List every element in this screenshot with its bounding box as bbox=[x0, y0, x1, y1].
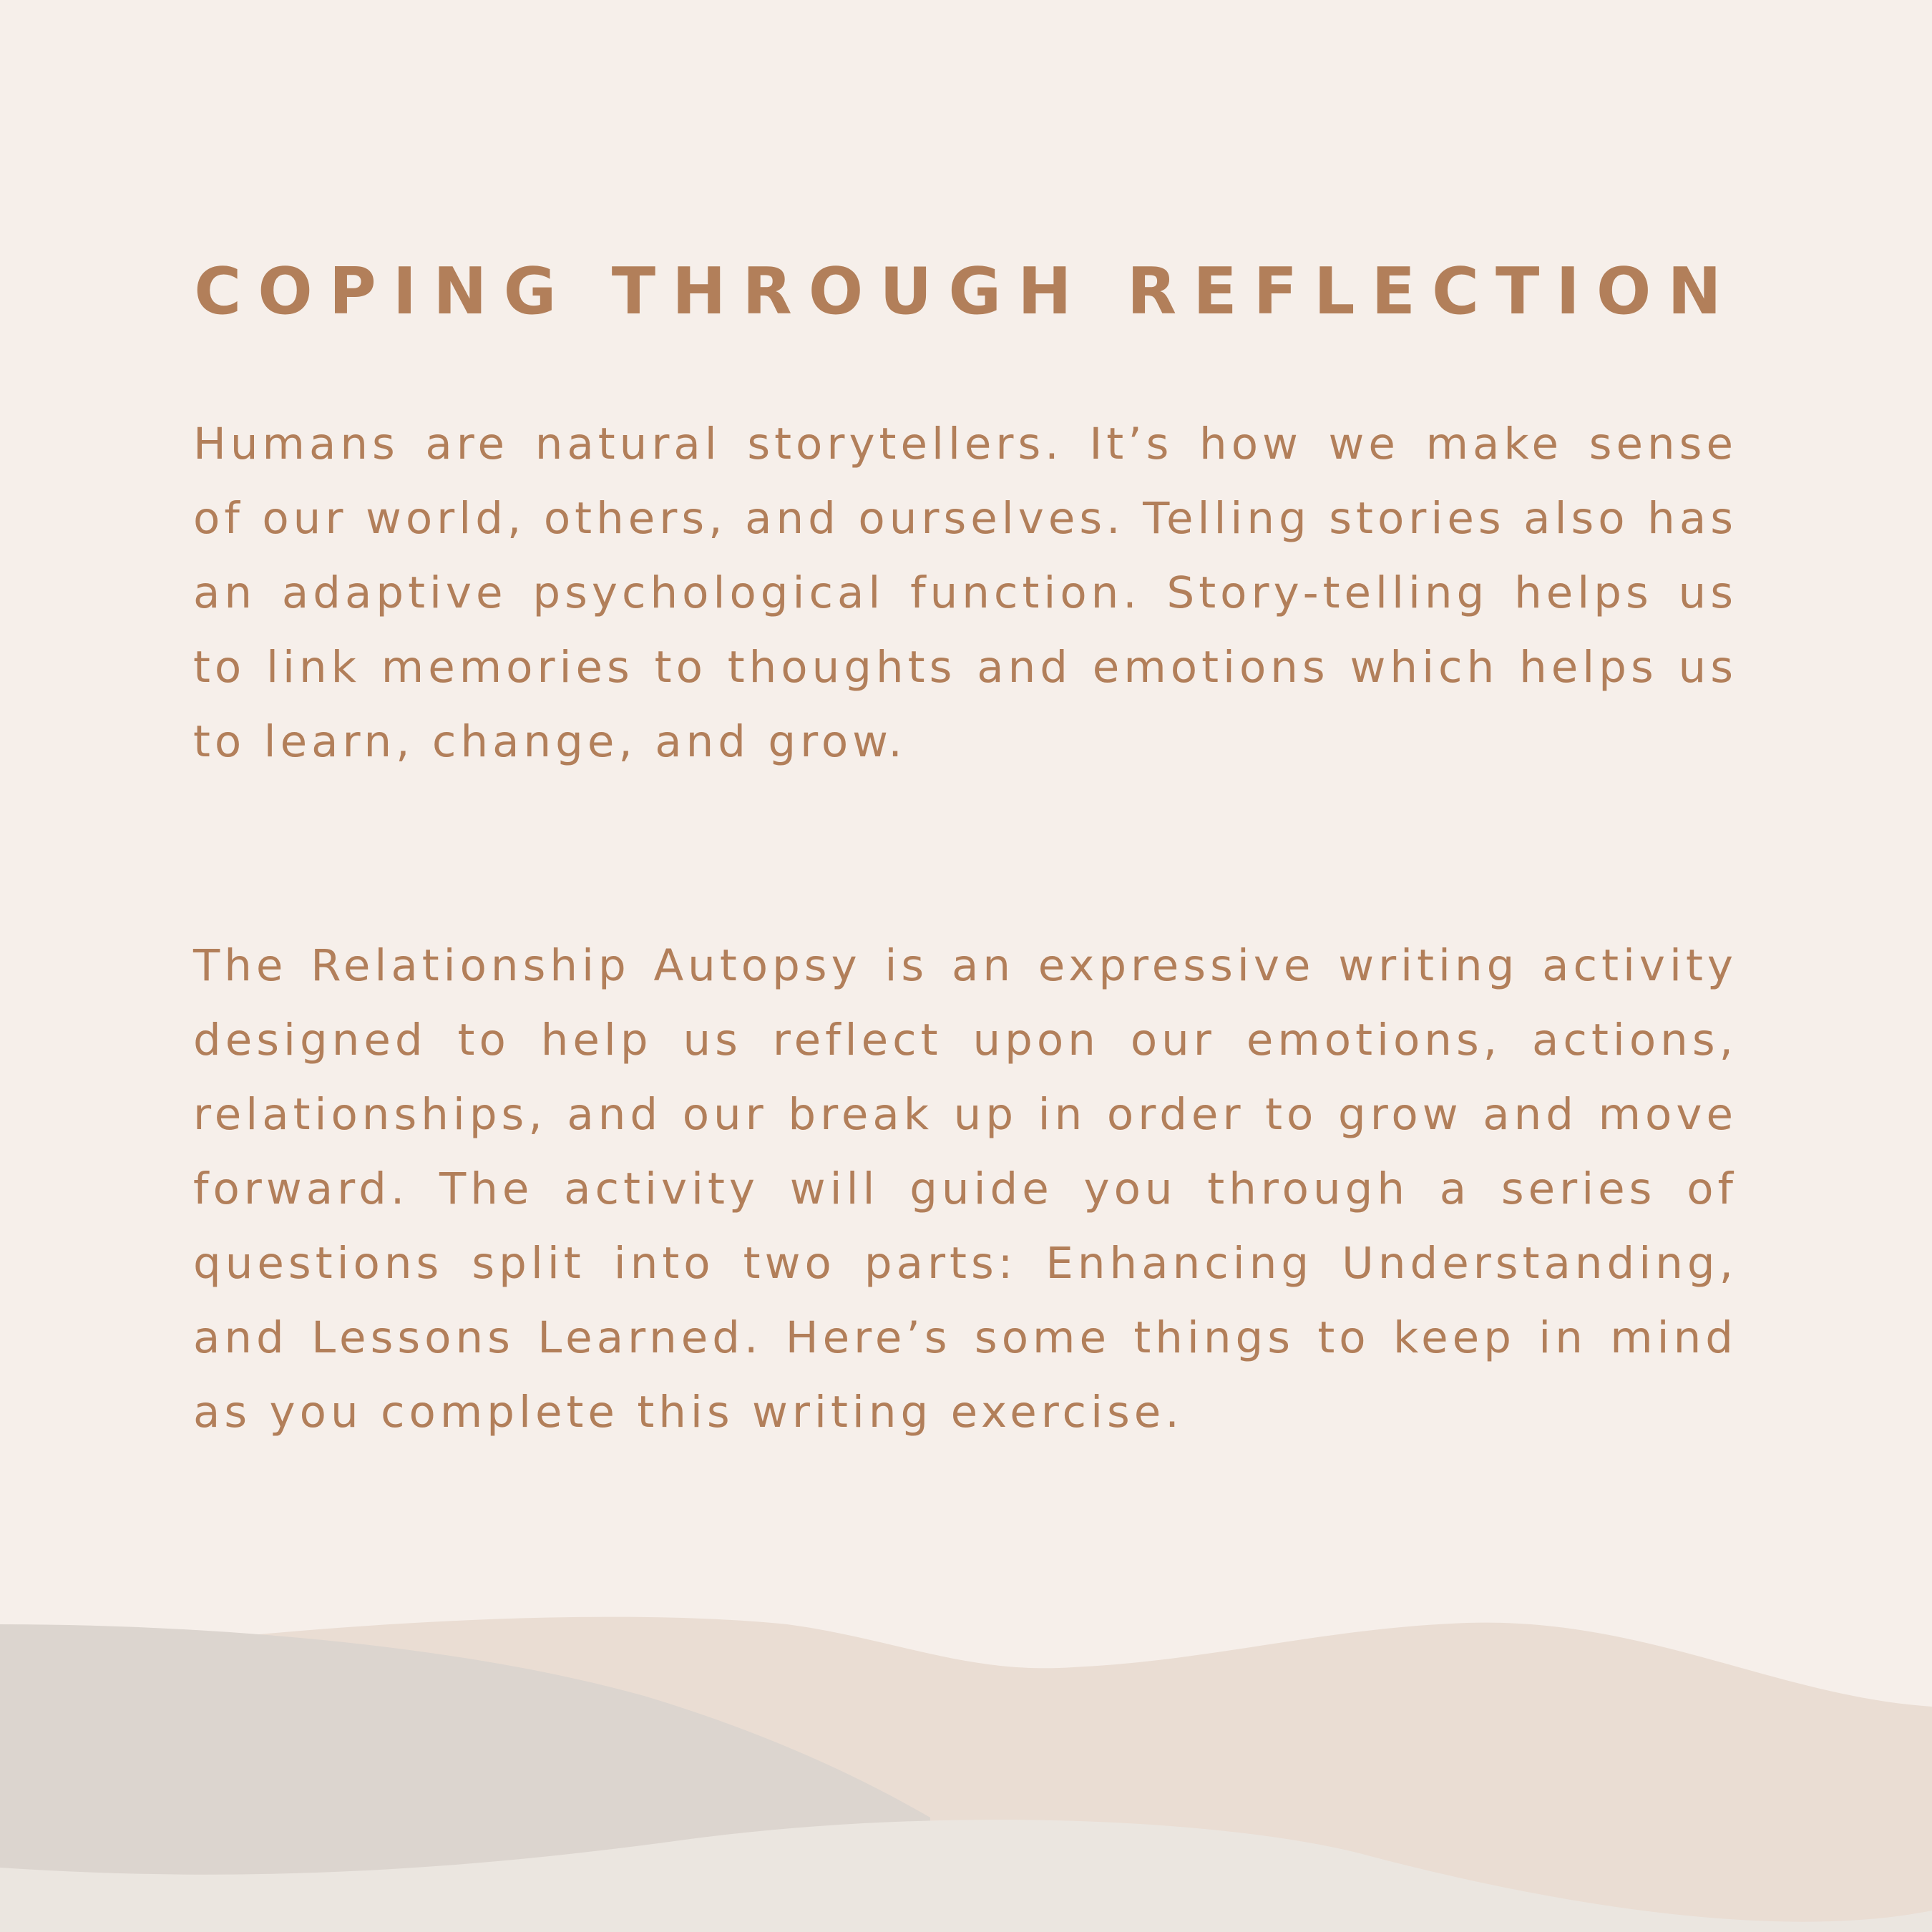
page-title: COPING THROUGH REFLECTION bbox=[194, 254, 1738, 329]
activity-paragraph: The Relationship Autopsy is an expressive writing activity designed to help us reflect upon our emotions, actions, relationships, and our break up in order to grow and move forward. The activity will guide you through a series of questions split into two parts: Enhancing Understanding, and Lessons Learned. Here’s some things to keep in mind as you complete this writing exercise. bbox=[193, 940, 1737, 1438]
decorative-waves bbox=[0, 1574, 1932, 1932]
intro-paragraph: Humans are natural storytellers. It’s how we make sense of our world, others, and ourselves. Telling stories also has an adaptive psychological function. Story-telling helps us to link memories to thoughts and emotions which helps us to learn, change, and grow. bbox=[193, 419, 1737, 767]
